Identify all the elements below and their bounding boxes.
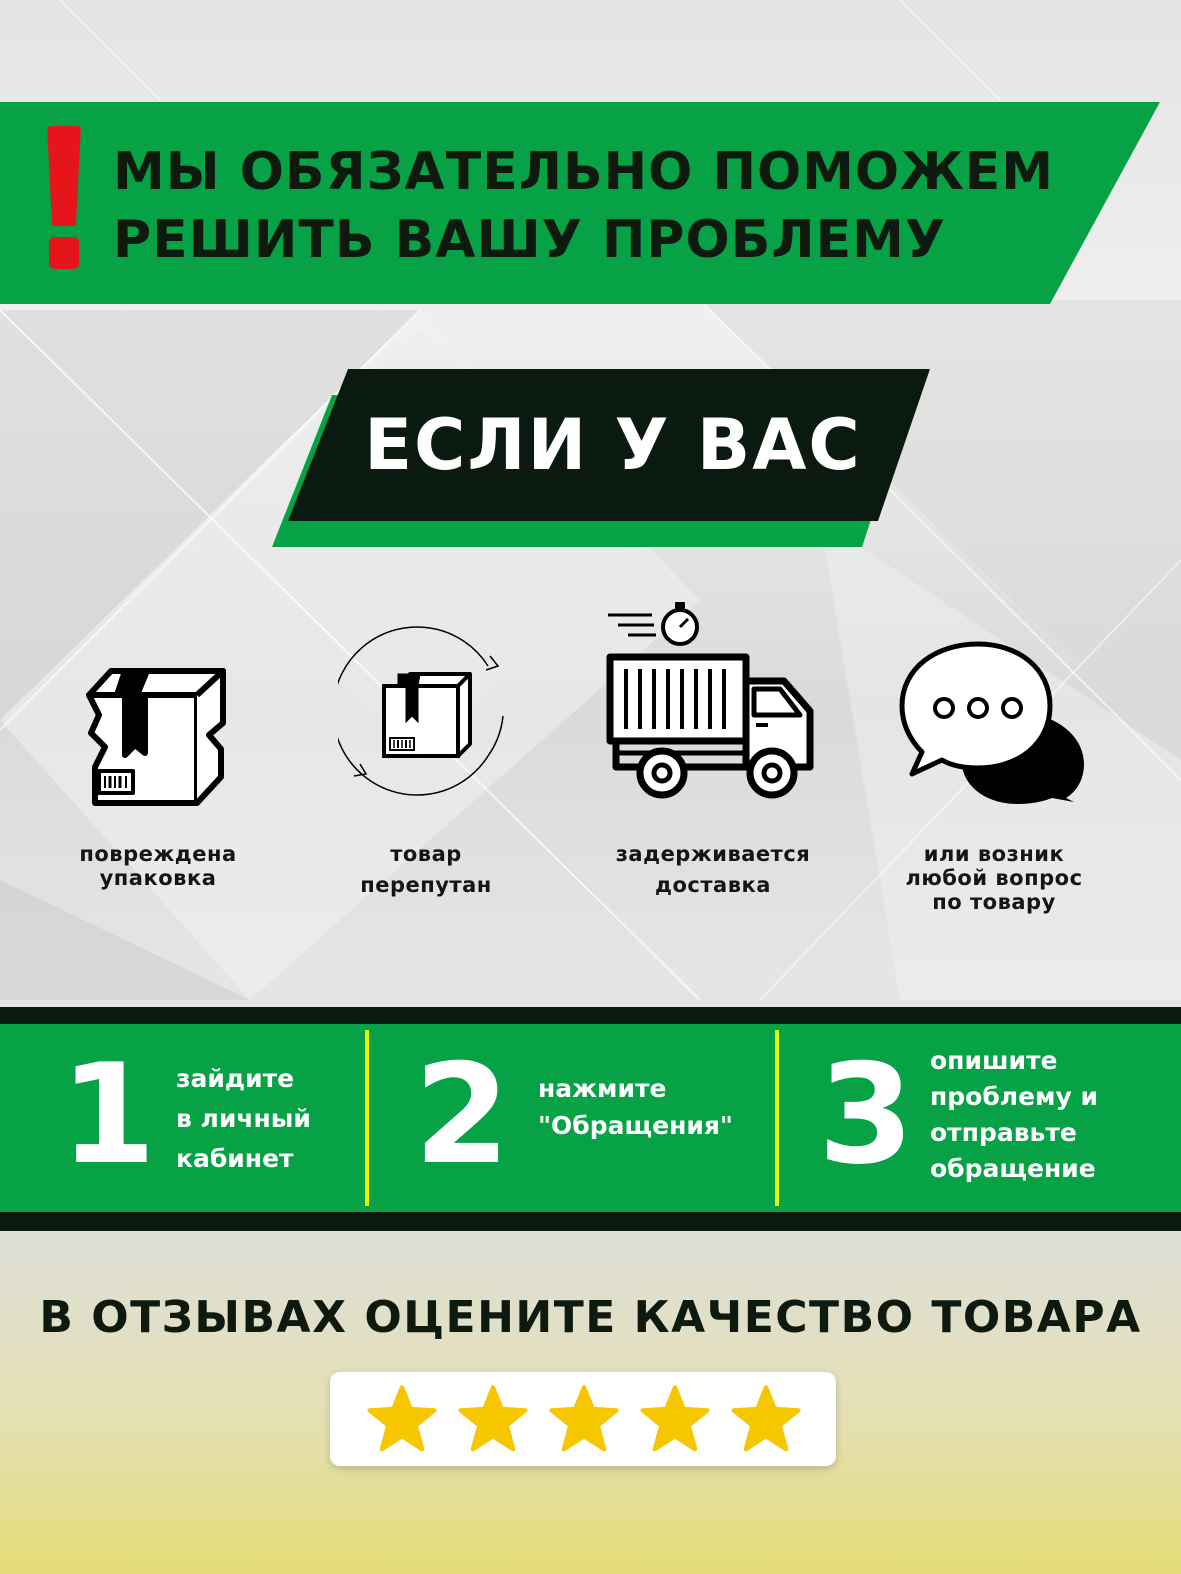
problem-caption-3-line-2: доставка — [655, 873, 771, 897]
problem-caption-4 — [884, 842, 1104, 914]
problem-caption-2-line-2: перепутан — [360, 873, 492, 897]
step-text-1 — [176, 1059, 311, 1179]
step-3-line-4: обращение — [930, 1154, 1096, 1183]
step-3-line-2: проблему и — [930, 1082, 1099, 1111]
damaged-box-icon — [85, 665, 230, 810]
box-exchange-icon — [338, 626, 513, 806]
problem-caption-1 — [58, 842, 258, 890]
step-1-line-3: кабинет — [176, 1144, 294, 1173]
step-3-line-3: отправьте — [930, 1118, 1077, 1147]
chat-bubbles-icon — [898, 640, 1088, 805]
problem-caption-3-line-1: задерживается — [615, 842, 811, 866]
step-number-1: 1 — [60, 1034, 157, 1195]
star-icon — [548, 1383, 620, 1459]
problem-caption-1-line-1: повреждена — [79, 842, 237, 866]
star-icon — [639, 1383, 711, 1459]
step-divider-1 — [365, 1030, 369, 1206]
if-you-have-title: ЕСЛИ У ВАС — [364, 404, 862, 486]
star-icon — [366, 1383, 438, 1459]
delivery-truck-icon — [604, 601, 819, 803]
step-2-line-2: "Обращения" — [538, 1111, 733, 1140]
step-1-line-1: зайдите — [176, 1064, 295, 1093]
step-3-line-1: опишите — [930, 1046, 1058, 1075]
top-title-line-2: РЕШИТЬ ВАШУ ПРОБЛЕМУ — [113, 210, 946, 270]
step-1-line-2: в личный — [176, 1104, 311, 1133]
problem-caption-3 — [600, 842, 826, 897]
step-divider-2 — [775, 1030, 779, 1206]
exclamation-dot — [49, 237, 79, 269]
problem-caption-2-line-1: товар — [390, 842, 462, 866]
star-icon — [730, 1383, 802, 1459]
problem-caption-1-line-2: упаковка — [99, 866, 217, 890]
step-text-2 — [538, 1070, 733, 1144]
star-icon — [457, 1383, 529, 1459]
problem-caption-4-line-2: любой вопрос — [905, 866, 1083, 890]
problem-caption-4-line-3: по товару — [932, 890, 1056, 914]
step-number-2: 2 — [414, 1034, 511, 1195]
problem-caption-4-line-1: или возник — [923, 842, 1065, 866]
step-text-3 — [930, 1043, 1098, 1187]
review-title: В ОТЗЫВАХ ОЦЕНИТЕ КАЧЕСТВО ТОВАРА — [39, 1292, 1142, 1343]
step-2-line-1: нажмите — [538, 1074, 667, 1103]
step-number-3: 3 — [818, 1034, 915, 1195]
top-title — [113, 138, 1054, 274]
exclamation-icon — [47, 126, 81, 226]
top-title-line-1: МЫ ОБЯЗАТЕЛЬНО ПОМОЖЕМ — [113, 142, 1055, 202]
problem-caption-2 — [326, 842, 526, 897]
